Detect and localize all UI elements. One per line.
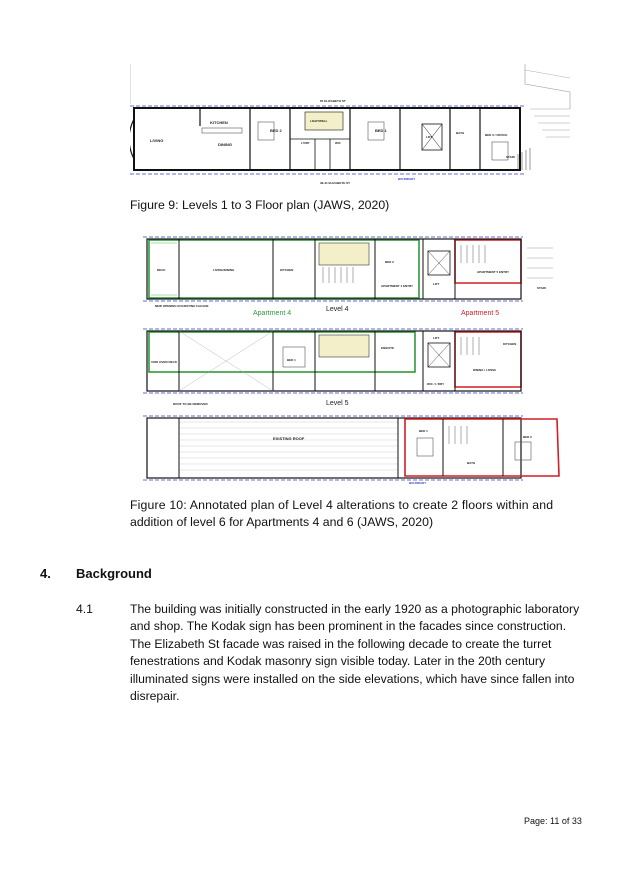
fig9-label-bath: BATH — [456, 131, 465, 135]
l4-label-apt5-entry: APARTMENT 5 ENTRY — [477, 270, 510, 274]
l6-label-bed1: BED 1 — [419, 429, 428, 433]
paragraph-line: and shop. The Kodak sign has been prominent in the facades since construction. — [130, 619, 567, 634]
fig9-label-kitchen: KITCHEN — [210, 120, 228, 125]
figure9-floor-plan — [130, 64, 580, 196]
l4-title: Level 4 — [326, 306, 349, 313]
page-number: Page: 11 of 33 — [524, 816, 582, 826]
paragraph-line: The Elizabeth St facade was raised in the following decade to create the turret — [130, 636, 552, 651]
l5-label-bed1: BED 1 — [287, 358, 296, 362]
fig9-label-lightwell: LIGHTWELL — [310, 119, 328, 123]
l5-label-ensuite: ENSUITE — [381, 346, 395, 350]
fig9-label-boundary: BOUNDARY — [398, 177, 416, 181]
fig9-label-wc: W/C — [335, 141, 341, 145]
l5-label-lift: LIFT — [433, 336, 440, 340]
paragraph-body — [130, 601, 590, 705]
figure10-caption-line2: addition of level 6 for Apartments 4 and 6 (JAWS, 2020) — [130, 515, 434, 529]
l5-label-void: VOID OVER DECK — [151, 360, 178, 364]
fig9-label-bed3: BED 3 / OFFICE — [485, 133, 508, 137]
section-number: 4. — [40, 566, 51, 581]
l4-label-bed2: BED 2 — [385, 260, 394, 264]
fig9-label-street-top: 87 ELIZABETH ST — [320, 99, 346, 103]
figure10-level4-plan — [143, 233, 563, 323]
figure9-caption: Figure 9: Levels 1 to 3 Floor plan (JAWS, 2020) — [130, 198, 390, 212]
fig9-label-street-bottom: 39-41 ELIZABETH ST — [320, 181, 351, 185]
paragraph-number: 4.1 — [76, 602, 93, 616]
l5-label-note: ROOF TO BE REMOVED — [173, 402, 208, 406]
paragraph-line: The building was initially constructed in the early 1920 as a photographic laboratory — [130, 602, 580, 616]
paragraph-line: illuminated signs were installed on the side elevations, which have since fallen into — [130, 671, 575, 686]
l4-label-apartment5: Apartment 5 — [461, 310, 500, 317]
fig9-label-lift: LIFT — [426, 135, 433, 139]
figure10-caption-line1: Figure 10: Annotated plan of Level 4 alterations to create 2 floors within and — [130, 498, 554, 512]
l5-label-dining-living: DINING / LIVING — [473, 368, 497, 372]
l6-label-bed2: BED 2 — [523, 435, 532, 439]
l4-label-lift: LIFT — [433, 282, 440, 286]
l4-label-deck: DECK — [157, 268, 166, 272]
l5-label-kitchen: KITCHEN — [503, 342, 517, 346]
l4-label-living-dining: LIVING/DINING — [213, 268, 235, 272]
figure10-level5-plan — [143, 325, 563, 409]
l5-label-wc-ldry: W/C / L'DRY — [427, 382, 445, 386]
l6-label-existing-roof: EXISTING ROOF — [273, 436, 305, 441]
l4-label-apt4-entry: APARTMENT 4 ENTRY — [381, 284, 414, 288]
l4-label-kitchen: KITCHEN — [280, 268, 294, 272]
l6-label-boundary: BOUNDARY — [409, 481, 427, 485]
paragraph-line: fenestrations and Kodak masonry sign visible today. Later in the 20th century — [130, 654, 546, 669]
l6-label-bath: BATH — [467, 461, 476, 465]
fig9-label-bed2: BED 2 — [270, 128, 282, 133]
l5-title: Level 5 — [326, 400, 349, 407]
fig9-label-stair: STAIR — [506, 155, 515, 159]
l4-label-note: NEW OPENING IN EXISTING FACADE — [155, 304, 209, 308]
fig9-label-dining: DINING — [218, 142, 232, 147]
fig9-label-bed1: BED 1 — [375, 128, 387, 133]
l4-label-apartment4: Apartment 4 — [253, 310, 292, 317]
fig9-label-ldry: L'DRY — [301, 141, 310, 145]
figure10-level6-plan — [143, 412, 563, 486]
section-title: Background — [76, 566, 152, 581]
l4-label-stair: STAIR — [537, 286, 546, 290]
fig9-label-living: LIVING — [150, 138, 164, 143]
paragraph-line: disrepair. — [130, 689, 180, 704]
